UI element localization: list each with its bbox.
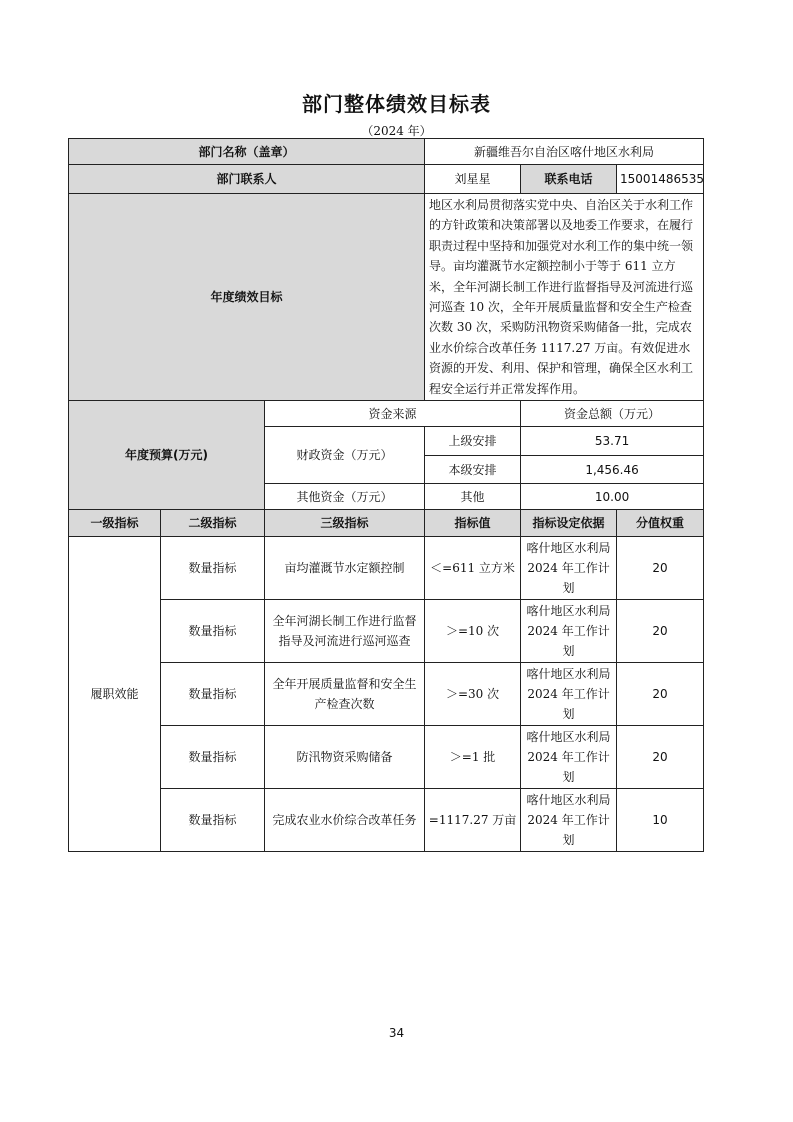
indicator-basis: 喀什地区水利局 2024 年工作计划 — [521, 663, 617, 726]
table-row — [69, 537, 704, 600]
other-sub-label: 其他 — [425, 484, 521, 510]
budget-header-row — [69, 401, 704, 427]
local-arrangement-label: 本级安排 — [425, 456, 521, 484]
contact-value: 刘星星 — [425, 165, 521, 194]
indicator-value: ＞=30 次 — [425, 663, 521, 726]
indicator-weight: 10 — [617, 789, 704, 852]
level3-indicator: 防汛物资采购储备 — [265, 726, 425, 789]
table-row — [69, 600, 704, 663]
fiscal-fund-label: 财政资金（万元） — [265, 427, 425, 484]
indicator-basis: 喀什地区水利局 2024 年工作计划 — [521, 726, 617, 789]
upper-arrangement-value: 53.71 — [521, 427, 704, 456]
dept-name-label: 部门名称（盖章） — [69, 139, 425, 165]
local-arrangement-value: 1,456.46 — [521, 456, 704, 484]
header-basis: 指标设定依据 — [521, 510, 617, 537]
budget-label: 年度预算(万元) — [69, 401, 265, 510]
level2-indicator: 数量指标 — [161, 600, 265, 663]
level3-indicator: 全年河湖长制工作进行监督指导及河流进行巡河巡查 — [265, 600, 425, 663]
header-value: 指标值 — [425, 510, 521, 537]
indicator-weight: 20 — [617, 726, 704, 789]
goal-text: 地区水利局贯彻落实党中央、自治区关于水利工作的方针政策和决策部署以及地委工作要求，在履行职责过程中坚持和加强党对水利工作的集中统一领导。亩均灌溉节水定额控制小于等于 611 立方米，全年河湖长制工作进行监督指导及河流进行巡河巡查 10 次，全年开展质量监督和安全生产检查次数 30 次，采购防汛物资采购储备一批，完成农业水价综合改革任务 1117.27 万亩。有效促进水资源的开发、利用、保护和管理，确保全区水利工程安全运行并正常发挥作用。 — [425, 194, 704, 401]
other-fund-label: 其他资金（万元） — [265, 484, 425, 510]
performance-table — [68, 138, 704, 852]
goal-row — [69, 194, 704, 401]
level2-indicator: 数量指标 — [161, 663, 265, 726]
page-number: 34 — [388, 1026, 405, 1040]
phone-label: 联系电话 — [521, 165, 617, 194]
indicator-basis: 喀什地区水利局 2024 年工作计划 — [521, 537, 617, 600]
contact-row — [69, 165, 704, 194]
indicator-value: =1117.27 万亩 — [425, 789, 521, 852]
indicator-value: ＞=10 次 — [425, 600, 521, 663]
level3-indicator: 完成农业水价综合改革任务 — [265, 789, 425, 852]
fund-source-header: 资金来源 — [265, 401, 521, 427]
level3-indicator: 全年开展质量监督和安全生产检查次数 — [265, 663, 425, 726]
contact-label: 部门联系人 — [69, 165, 425, 194]
phone-value: 15001486535 — [617, 165, 704, 194]
year-subtitle: （2024 年） — [361, 124, 432, 138]
indicator-basis: 喀什地区水利局 2024 年工作计划 — [521, 600, 617, 663]
indicator-weight: 20 — [617, 663, 704, 726]
indicator-weight: 20 — [617, 600, 704, 663]
table-row — [69, 726, 704, 789]
header-level1: 一级指标 — [69, 510, 161, 537]
dept-name-value: 新疆维吾尔自治区喀什地区水利局 — [425, 139, 704, 165]
goal-label: 年度绩效目标 — [69, 194, 425, 401]
other-fund-value: 10.00 — [521, 484, 704, 510]
indicator-basis: 喀什地区水利局 2024 年工作计划 — [521, 789, 617, 852]
indicator-value: ＜=611 立方米 — [425, 537, 521, 600]
page-title: 部门整体绩效目标表 — [302, 92, 491, 116]
level2-indicator: 数量指标 — [161, 789, 265, 852]
indicator-header-row — [69, 510, 704, 537]
dept-name-row — [69, 139, 704, 165]
table-row — [69, 663, 704, 726]
upper-arrangement-label: 上级安排 — [425, 427, 521, 456]
level2-indicator: 数量指标 — [161, 726, 265, 789]
fund-total-header: 资金总额（万元） — [521, 401, 704, 427]
indicator-value: ＞=1 批 — [425, 726, 521, 789]
level3-indicator: 亩均灌溉节水定额控制 — [265, 537, 425, 600]
level2-indicator: 数量指标 — [161, 537, 265, 600]
indicator-weight: 20 — [617, 537, 704, 600]
table-row — [69, 789, 704, 852]
header-level3: 三级指标 — [265, 510, 425, 537]
level1-indicator: 履职效能 — [69, 537, 161, 852]
header-level2: 二级指标 — [161, 510, 265, 537]
header-weight: 分值权重 — [617, 510, 704, 537]
